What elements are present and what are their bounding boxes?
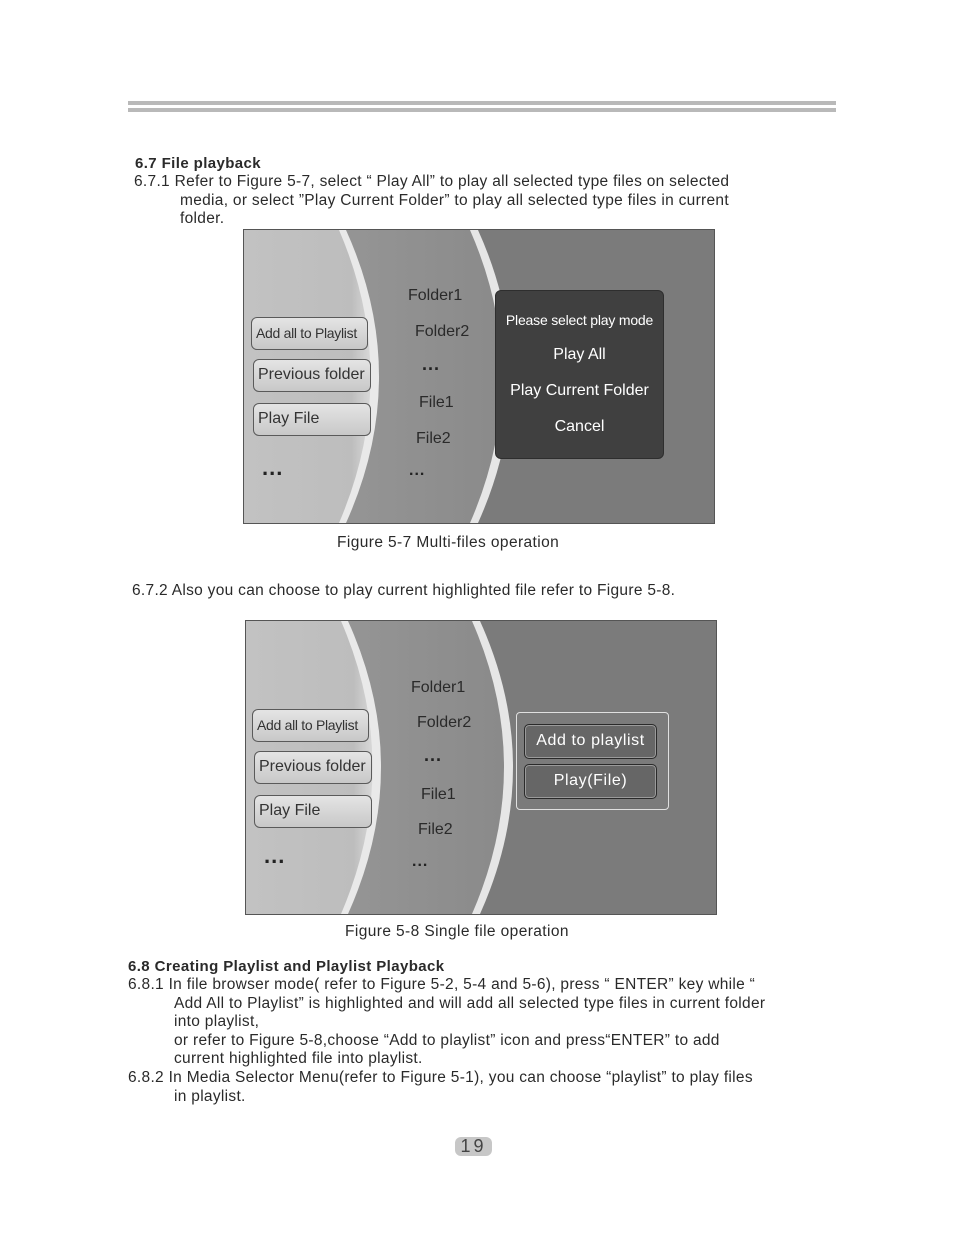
section-6-7-2-paragraph bbox=[132, 582, 675, 601]
previous-folder-button[interactable]: Previous folder bbox=[253, 359, 371, 392]
paragraph-line: current highlighted file into playlist. bbox=[174, 1050, 423, 1068]
section-6-7-heading: 6.7 File playback bbox=[135, 155, 262, 172]
header-rule-bottom bbox=[128, 108, 836, 112]
figure-5-8 bbox=[245, 620, 717, 915]
section-6-8-2-paragraph bbox=[128, 1069, 753, 1106]
list-ellipsis: ... bbox=[422, 354, 441, 374]
paragraph-line: or refer to Figure 5-8,choose “Add to playlist” icon and press“ENTER” to add bbox=[174, 1031, 720, 1049]
list-ellipsis: ... bbox=[412, 853, 429, 870]
list-item-file2[interactable]: File2 bbox=[416, 430, 451, 447]
cancel-option[interactable]: Cancel bbox=[554, 418, 605, 435]
list-item-file1[interactable]: File1 bbox=[419, 394, 454, 411]
paragraph-line: 6.8.2 In Media Selector Menu(refer to Figure 5-1), you can choose “playlist” to play files bbox=[128, 1069, 753, 1086]
add-to-playlist-button[interactable]: Add to playlist bbox=[524, 724, 657, 759]
add-all-to-playlist-button[interactable]: Add all to Playlist bbox=[252, 709, 369, 742]
play-all-option[interactable]: Play All bbox=[553, 346, 606, 363]
header-rule-top bbox=[128, 101, 836, 105]
play-current-folder-option[interactable]: Play Current Folder bbox=[510, 382, 649, 399]
play-file-button[interactable]: Play File bbox=[253, 403, 371, 436]
dialog-title: Please select play mode bbox=[505, 312, 654, 328]
list-item-folder2[interactable]: Folder2 bbox=[417, 714, 472, 731]
play-file-button[interactable]: Play File bbox=[254, 795, 372, 828]
list-ellipsis: ... bbox=[424, 745, 443, 765]
paragraph-line: Add All to Playlist” is highlighted and will add all selected type files in current folder bbox=[174, 994, 766, 1012]
play-file-option-button[interactable]: Play(File) bbox=[524, 764, 657, 799]
file-options-popup bbox=[516, 712, 669, 810]
list-item-folder1[interactable]: Folder1 bbox=[411, 679, 466, 696]
figure-5-8-caption: Figure 5-8 Single file operation bbox=[345, 923, 569, 940]
play-mode-dialog bbox=[495, 290, 664, 459]
more-options-indicator: ... bbox=[264, 843, 286, 868]
list-item-file1[interactable]: File1 bbox=[421, 786, 456, 803]
paragraph-line: in playlist. bbox=[174, 1087, 246, 1105]
section-6-8-heading: 6.8 Creating Playlist and Playlist Playback bbox=[128, 958, 445, 975]
paragraph-line: media, or select ”Play Current Folder” to play all selected type files in current bbox=[180, 191, 729, 209]
list-ellipsis: ... bbox=[409, 462, 426, 479]
paragraph-line: 6.7.1 Refer to Figure 5-7, select “ Play All” to play all selected type files on selected bbox=[134, 173, 730, 190]
figure-5-7-caption: Figure 5-7 Multi-files operation bbox=[337, 534, 560, 551]
figure-5-7 bbox=[243, 229, 715, 524]
list-item-folder2[interactable]: Folder2 bbox=[415, 323, 470, 340]
paragraph-line: 6.7.2 Also you can choose to play current highlighted file refer to Figure 5-8. bbox=[132, 582, 676, 599]
section-6-8-1-paragraph bbox=[128, 976, 765, 1069]
section-6-7-1-paragraph bbox=[134, 173, 729, 229]
more-options-indicator: ... bbox=[262, 455, 284, 480]
list-item-file2[interactable]: File2 bbox=[418, 821, 453, 838]
previous-folder-button[interactable]: Previous folder bbox=[254, 751, 372, 784]
page-number: 19 bbox=[455, 1137, 492, 1156]
paragraph-line: into playlist, bbox=[174, 1013, 260, 1031]
add-all-to-playlist-button[interactable]: Add all to Playlist bbox=[251, 317, 368, 350]
paragraph-line: folder. bbox=[180, 210, 225, 228]
list-item-folder1[interactable]: Folder1 bbox=[408, 287, 463, 304]
paragraph-line: 6.8.1 In file browser mode( refer to Figure 5-2, 5-4 and 5-6), press “ ENTER” key while “ bbox=[128, 976, 756, 993]
